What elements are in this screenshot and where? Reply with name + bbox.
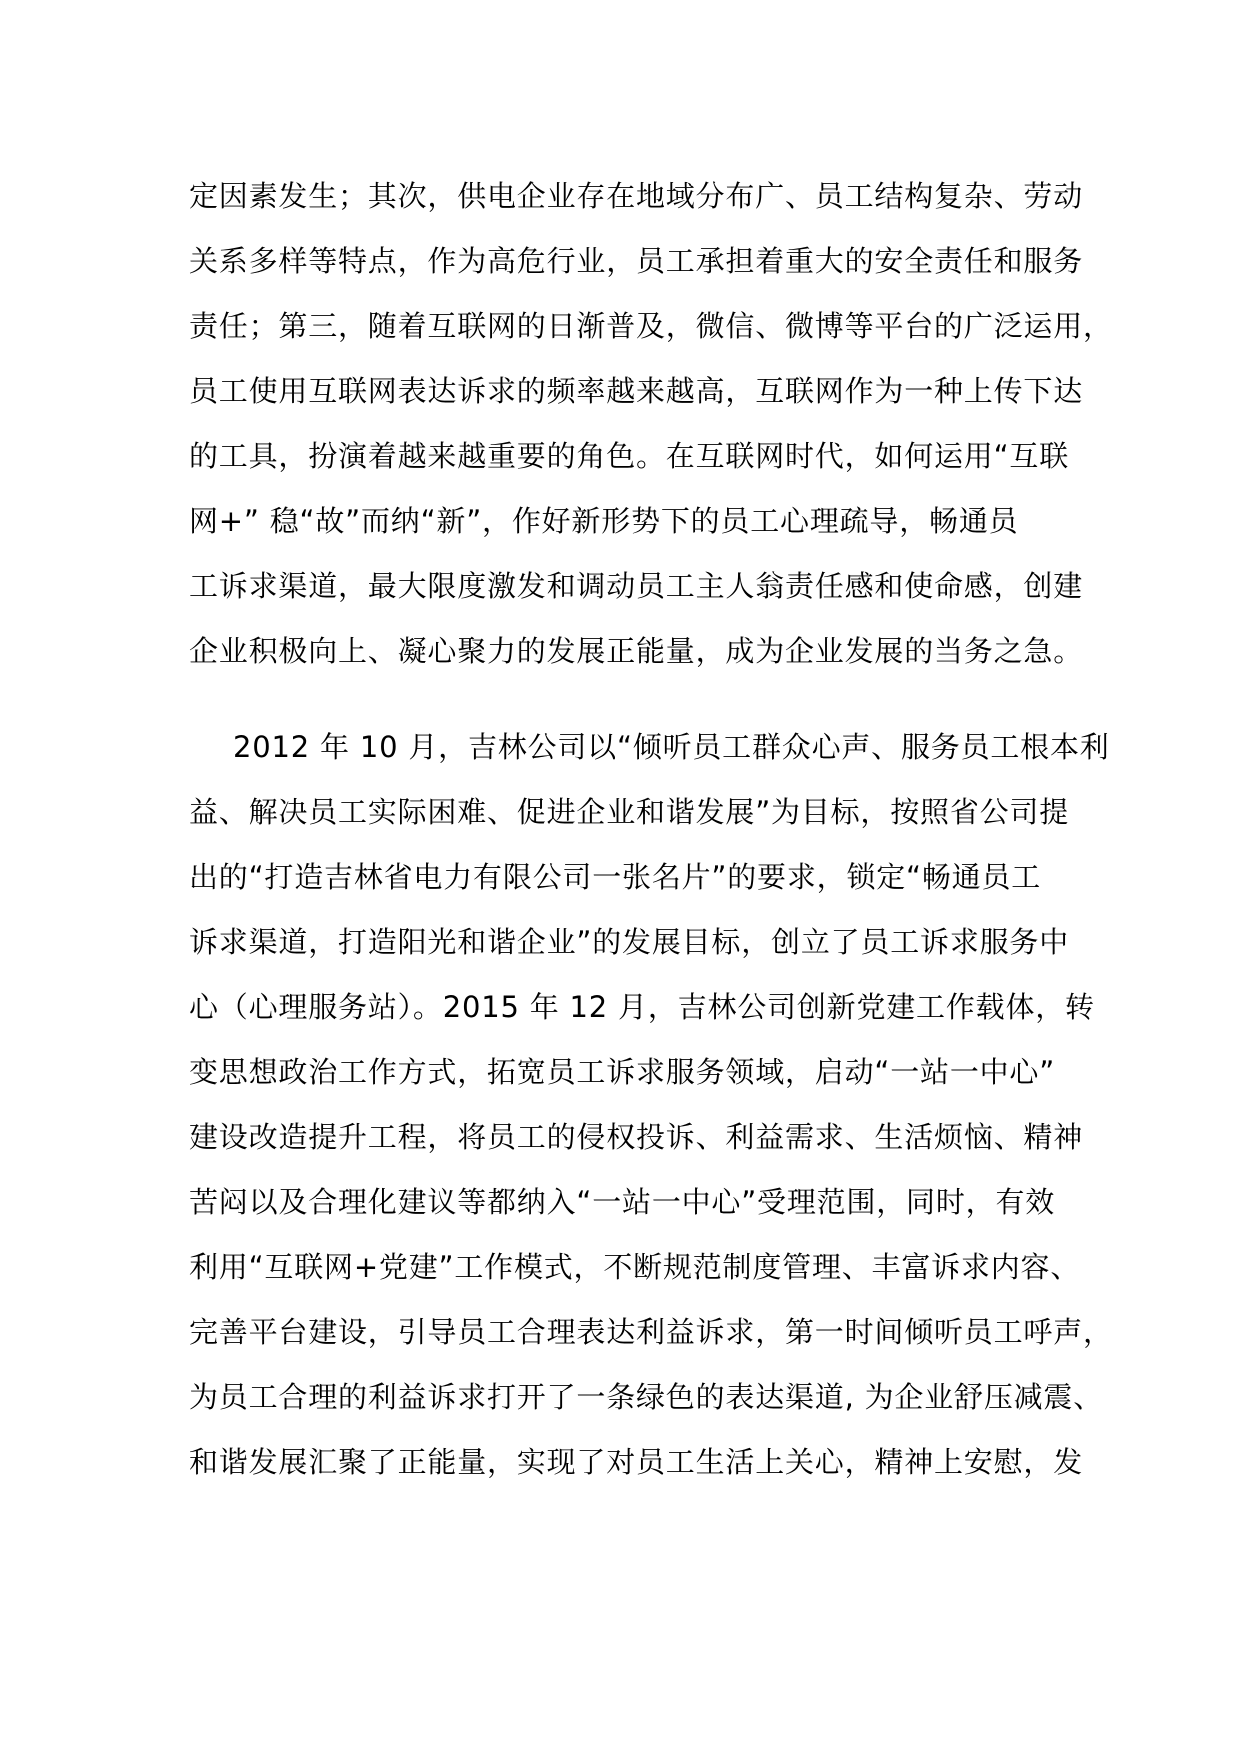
text-line: 建设改造提升工程，将员工的侵权投诉、利益需求、生活烦恼、精神 <box>189 1120 1084 1154</box>
text-line: 心（心理服务站）。2015 年 12 月，吉林公司创新党建工作载体，转 <box>189 990 1095 1024</box>
text-line: 的工具，扮演着越来越重要的角色。在互联网时代，如何运用“互联 <box>189 439 1070 473</box>
text-line: 责任；第三，随着互联网的日渐普及，微信、微博等平台的广泛运用， <box>189 309 1113 343</box>
text-line: 为员工合理的利益诉求打开了一条绿色的表达渠道, 为企业舒压减震、 <box>189 1380 1104 1414</box>
text-line: 2012 年 10 月，吉林公司以“倾听员工群众心声、服务员工根本利 <box>233 730 1110 764</box>
text-line: 定因素发生；其次，供电企业存在地域分布广、员工结构复杂、劳动 <box>189 179 1084 213</box>
text-line: 苦闷以及合理化建议等都纳入“一站一中心”受理范围，同时，有效 <box>189 1185 1056 1219</box>
text-line: 出的“打造吉林省电力有限公司一张名片”的要求，锁定“畅通员工 <box>189 860 1042 894</box>
text-line: 企业积极向上、凝心聚力的发展正能量，成为企业发展的当务之急。 <box>189 634 1084 668</box>
text-line: 利用“互联网+党建”工作模式，不断规范制度管理、丰富诉求内容、 <box>189 1250 1081 1284</box>
text-line: 网+” 稳“故”而纳“新”，作好新形势下的员工心理疏导，畅通员 <box>189 504 1019 538</box>
text-line: 变思想政治工作方式，拓宽员工诉求服务领域，启动“一站一中心” <box>189 1055 1056 1089</box>
text-line: 员工使用互联网表达诉求的频率越来越高，互联网作为一种上传下达 <box>189 374 1084 408</box>
text-line: 益、解决员工实际困难、促进企业和谐发展”为目标，按照省公司提 <box>189 795 1070 829</box>
text-line: 诉求渠道，打造阳光和谐企业”的发展目标，创立了员工诉求服务中 <box>189 925 1070 959</box>
text-line: 关系多样等特点，作为高危行业，员工承担着重大的安全责任和服务 <box>189 244 1084 278</box>
text-line: 工诉求渠道，最大限度激发和调动员工主人翁责任感和使命感，创建 <box>189 569 1084 603</box>
text-line: 和谐发展汇聚了正能量，实现了对员工生活上关心，精神上安慰，发 <box>189 1445 1084 1479</box>
text-line: 完善平台建设，引导员工合理表达利益诉求，第一时间倾听员工呼声， <box>189 1315 1113 1349</box>
